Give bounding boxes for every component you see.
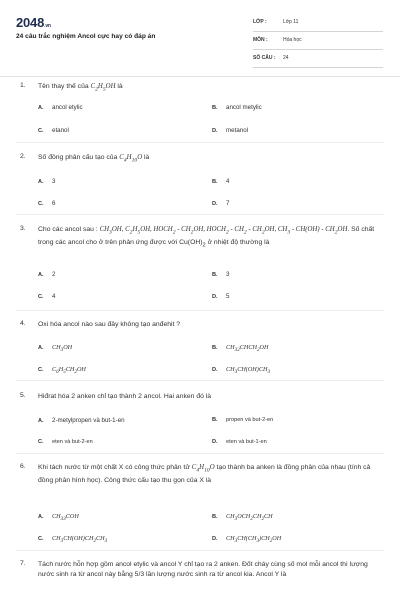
option-b[interactable]: B. $CH_3OCH_2CH_2CH$ [212,513,273,523]
question-number: 2. [20,153,26,160]
option-c[interactable]: C. 6 [38,200,56,207]
meta-subject-label: MÔN : [253,37,268,43]
question-text: Cho các ancol sau : $CH_3OH$, $C_2H_5OH$, $HOCH_2 - CH_2OH$, $HOCH_2 - CH_2 - CH_2OH$, $CH_3 - CH(OH) - CH_2OH$. Số chất trong các ancol cho ở trên phản ứng được với $Cu(OH)_2$ ở nhiệt độ thường là [38,226,375,249]
option-a[interactable]: A. $CH_{33}COH$ [38,513,79,523]
option-d[interactable]: D. 5 [212,293,230,300]
page-title: 24 câu trắc nghiệm Ancol cực hay có đáp án [16,33,156,40]
question-text: Tách nước hỗn hợp gồm ancol etylic và ancol Y chỉ tạo ra 2 anken. Đốt cháy cùng số mol mỗi ancol thì lượng nước sinh ra từ ancol này bằng 5/3 lần lượng nước sinh ra từ ancol kia. Ancol Y là [38,561,368,578]
option-d[interactable]: D. $CH_3CH(OH)CH_3$ [212,366,271,376]
question-number: 1. [20,82,26,89]
option-a[interactable]: A. 3 [38,178,56,185]
question-number: 3. [20,225,26,232]
option-d[interactable]: D. metanol [212,127,249,134]
option-c[interactable]: C. $CH_3CH(OH)CH_2CH_3$ [38,535,108,545]
option-c[interactable]: C. $C_6H_5CH_2OH$ [38,366,86,376]
option-a[interactable]: A. $CH_3OH$ [38,344,73,354]
question-divider [16,453,384,454]
option-d[interactable]: D. eten và but-1-en [212,439,267,445]
meta-info [253,16,383,70]
option-b[interactable]: B. propen và but-2-en [212,417,274,423]
option-a[interactable]: A. ancol etylic [38,104,83,111]
option-b[interactable]: B. $CH_{32}CHCH_2OH$ [212,344,269,354]
page-header [0,0,400,76]
meta-count-row [253,52,383,68]
meta-subject-row [253,34,383,50]
option-b[interactable]: B. 3 [212,271,230,278]
question-divider [16,214,384,215]
option-c[interactable]: C. eten và but-2-en [38,439,93,445]
meta-class-row [253,16,383,32]
option-d[interactable]: D. $CH_3CH(CH_3)CH_2OH$ [212,535,282,545]
question-number: 5. [20,392,26,399]
meta-class-label: LỚP : [253,19,267,25]
question-number: 6. [20,463,26,470]
option-a[interactable]: A. 2 [38,271,56,278]
option-b[interactable]: B. 4 [212,178,230,185]
question-divider [16,380,384,381]
meta-class-value: Lớp 11 [283,19,299,25]
question-text: Hiđrat hóa 2 anken chỉ tạo thành 2 ancol. Hai anken đó là [38,393,212,400]
option-a[interactable]: A. 2-metylpropen và but-1-en [38,417,125,424]
meta-subject-value: Hóa học [283,37,302,43]
question-text: Khi tách nước từ một chất X có công thức phân tử $C_4H_{10}O$ tạo thành ba anken là đồng phân của nhau (tính cả đồng phân hình học). Công thức cấu tạo thu gọn của X là [38,464,371,484]
option-b[interactable]: B. ancol metylic [212,104,262,111]
option-c[interactable]: C. etanol [38,127,69,134]
option-d[interactable]: D. 7 [212,200,230,207]
header-divider [0,76,400,77]
question-number: 4. [20,320,26,327]
question-text: Tên thay thế của $C_2H_5OH$ là [38,83,123,93]
meta-count-value: 24 [283,55,289,61]
meta-count-label: SỐ CÂU : [253,55,276,61]
question-divider [16,142,384,143]
question-divider [16,550,384,551]
site-logo[interactable]: 2048.vn [16,15,51,30]
question-text: Oxi hóa ancol nào sau đây không tạo anđehit ? [38,321,181,328]
question-text: Số đồng phân cấu tạo của $C_4H_{10}O$ là [38,154,150,164]
option-c[interactable]: C. 4 [38,293,56,300]
question-number: 7. [20,560,26,567]
question-divider [16,310,384,311]
